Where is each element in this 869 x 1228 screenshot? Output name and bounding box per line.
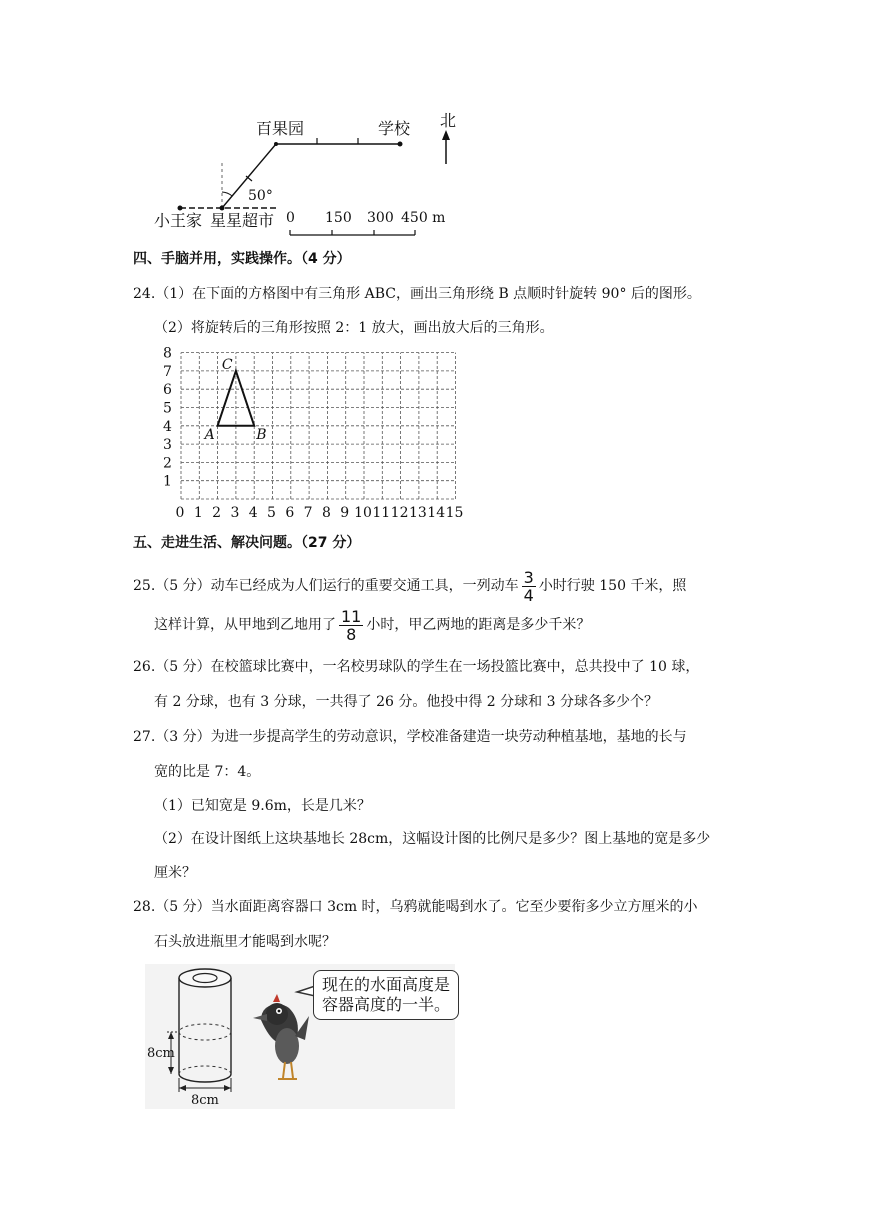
grid-x-label: 2 xyxy=(212,505,222,521)
q26-line1: 26.（5 分）在校篮球比赛中，一名校男球队的学生在一场投篮比赛中，总共投中了 10 球， xyxy=(133,659,700,675)
vertex-label-c: C xyxy=(221,356,233,373)
speech-line2: 容器高度的一半。 xyxy=(322,995,451,1014)
grid-x-label: 13 xyxy=(408,505,427,521)
market-label: 星星超市 xyxy=(210,211,275,230)
q25-fraction-1: $\frac{3}{4}$ xyxy=(523,567,534,605)
grid-y-label: 5 xyxy=(163,400,172,417)
grid-x-label: 5 xyxy=(267,505,276,521)
q24-line1: 24.（1）在下面的方格图中有三角形 ABC，画出三角形绕 B 点顺时针旋转 90° 后的图形。 xyxy=(133,286,701,302)
q27-line2: 宽的比是 7：4。 xyxy=(154,764,261,780)
school-point xyxy=(398,142,403,147)
q27-line4: （2）在设计图纸上这块基地长 28cm，这幅设计图的比例尺是多少？图上基地的宽是多少 xyxy=(154,831,711,847)
q26-line2: 有 2 分球，也有 3 分球，一共得了 26 分。他投中得 2 分球和 3 分球各多少个？ xyxy=(154,694,658,710)
grid-x-label: 4 xyxy=(248,505,258,521)
north-arrowhead-icon xyxy=(442,130,450,140)
q25-text-c: 这样计算，从甲地到乙地用了 xyxy=(154,617,336,633)
scale-tick-0: 0 xyxy=(286,210,295,226)
q25-text-d: 小时，甲乙两地的距离是多少千米？ xyxy=(366,617,591,633)
grid-figure xyxy=(150,346,480,522)
grid-y-label: 8 xyxy=(163,346,172,362)
grid-y-label: 4 xyxy=(163,418,172,435)
north-label: 北 xyxy=(440,111,457,130)
school-label: 学校 xyxy=(378,119,411,138)
q25-fraction-2: $\frac{11}{8}$ xyxy=(341,606,362,644)
diameter-label: 8cm xyxy=(191,1093,219,1108)
vertex-label-b: B xyxy=(256,426,267,443)
q28-line1: 28.（5 分）当水面距离容器口 3cm 时，乌鸦就能喝到水了。它至少要衔多少立方厘米的小 xyxy=(133,899,698,915)
scale-tick-3: 450 m xyxy=(401,210,446,226)
grid-y-label: 6 xyxy=(163,382,172,399)
grid-y-label: 1 xyxy=(163,473,172,490)
q25-line1 xyxy=(133,568,686,604)
grid-x-label: 15 xyxy=(445,505,464,521)
grid-y-label: 7 xyxy=(163,363,172,380)
grid-x-label: 0 xyxy=(175,505,185,521)
grid-x-label: 1 xyxy=(193,505,203,521)
q27-line5: 厘米？ xyxy=(154,865,196,881)
orchard-label: 百果园 xyxy=(256,119,305,138)
q27-line3: （1）已知宽是 9.6m，长是几米？ xyxy=(154,798,371,814)
grid-x-label: 12 xyxy=(390,505,409,521)
grid-x-label: 9 xyxy=(340,505,350,521)
grid-y-label: 3 xyxy=(163,437,172,454)
q25-text-a: 25.（5 分）动车已经成为人们运行的重要交通工具，一列动车 xyxy=(133,578,519,594)
vertex-label-a: A xyxy=(204,426,215,443)
q28-line2: 石头放进瓶里才能喝到水呢？ xyxy=(154,934,336,950)
grid-y-label: 2 xyxy=(163,455,172,472)
section5-title: 五、走进生活、解决问题。（27 分） xyxy=(133,535,361,551)
scale-tick-1: 150 xyxy=(325,210,352,226)
speech-bubble xyxy=(313,970,459,1020)
q25-text-b: 小时行驶 150 千米，照 xyxy=(538,578,687,594)
grid-x-label: 3 xyxy=(230,505,240,521)
map-figure xyxy=(150,100,470,240)
angle-label: 50° xyxy=(248,188,273,204)
grid-x-label: 7 xyxy=(303,505,313,521)
q24-line2: （2）将旋转后的三角形按照 2：1 放大，画出放大后的三角形。 xyxy=(154,320,554,336)
q25-line2 xyxy=(154,606,590,644)
height-label: 8cm xyxy=(147,1046,175,1061)
orchard-point xyxy=(274,142,278,146)
grid-x-label: 6 xyxy=(285,505,295,521)
scale-tick-2: 300 xyxy=(367,210,394,226)
grid-x-label: 14 xyxy=(427,505,446,521)
home-label: 小王家 xyxy=(154,211,203,230)
grid-x-label: 11 xyxy=(372,505,391,521)
grid-x-label: 8 xyxy=(321,505,331,521)
market-point xyxy=(220,206,225,211)
home-point xyxy=(178,206,183,211)
q27-line1: 27.（3 分）为进一步提高学生的劳动意识，学校准备建造一块劳动种植基地，基地的长与 xyxy=(133,729,687,745)
grid-x-label: 10 xyxy=(354,505,372,521)
section4-title: 四、手脑并用，实践操作。（4 分） xyxy=(133,251,351,267)
speech-line1: 现在的水面高度是 xyxy=(322,975,451,994)
